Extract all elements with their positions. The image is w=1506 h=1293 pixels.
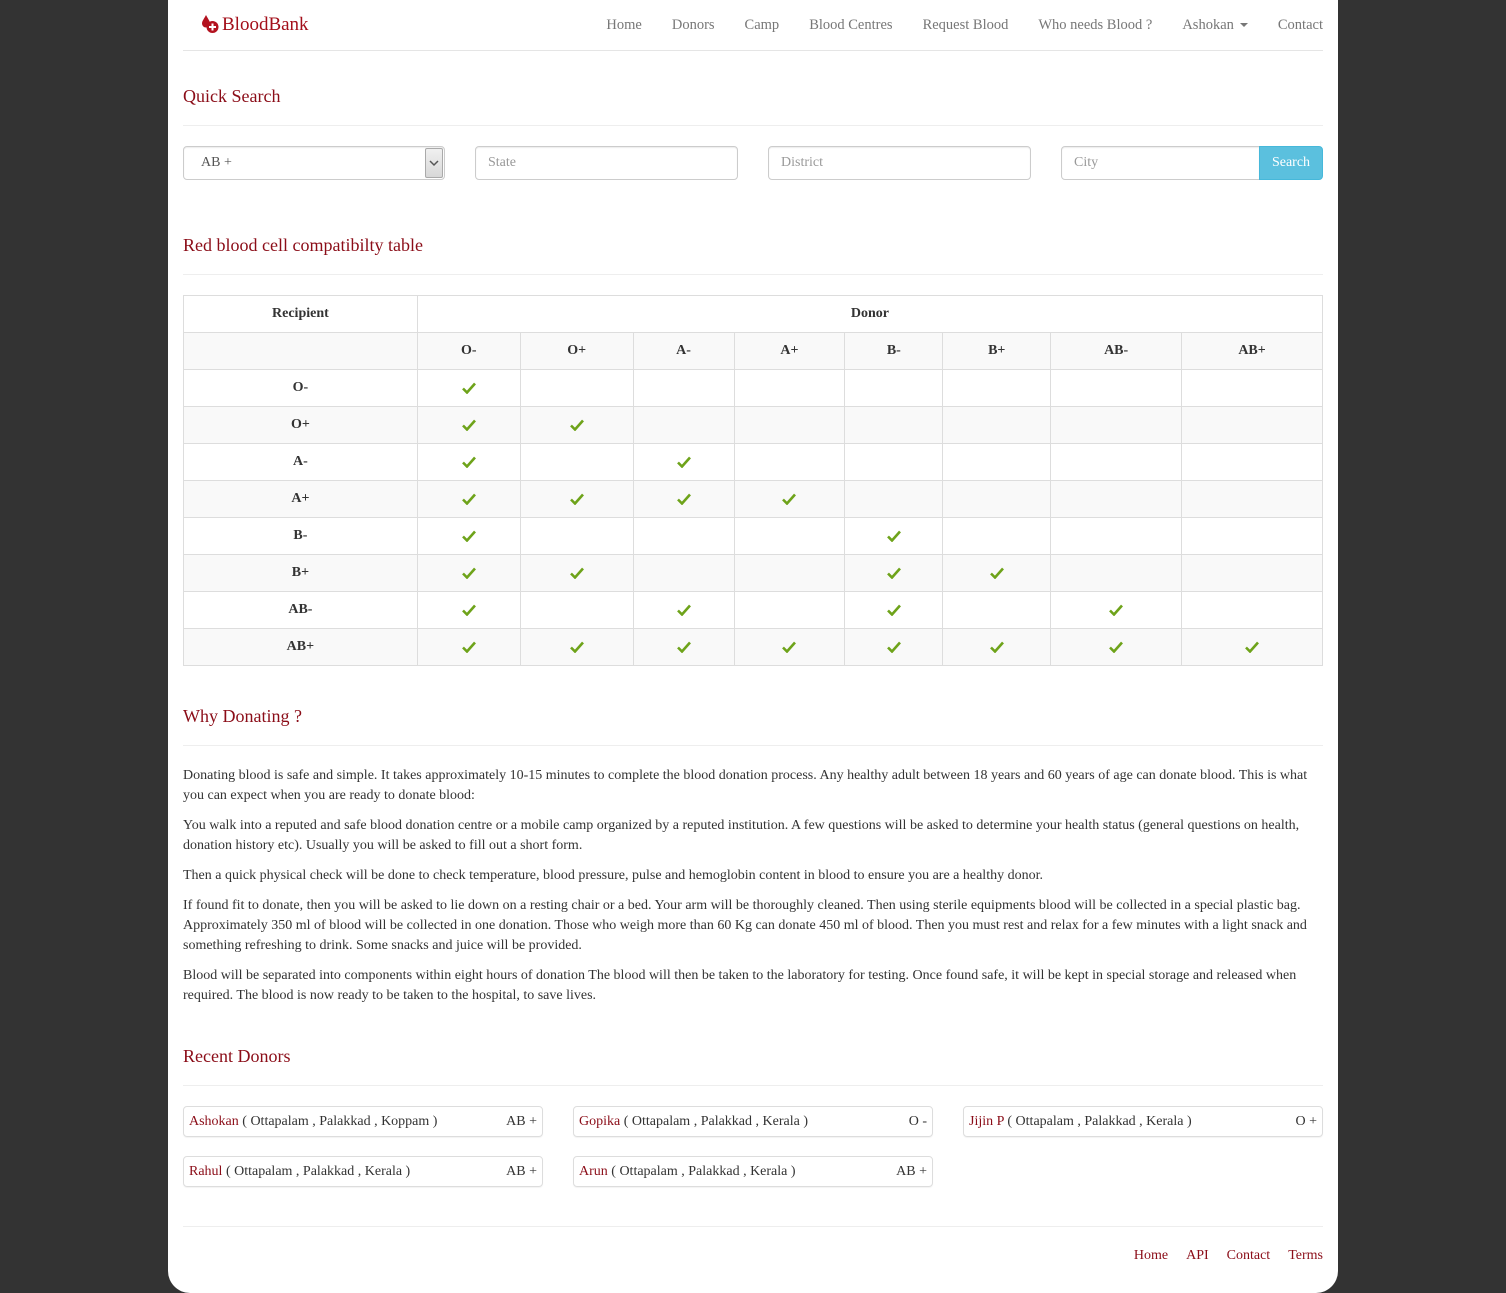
donor-blood-group: O +	[1295, 1114, 1317, 1129]
compat-cell	[845, 481, 943, 518]
compat-cell	[845, 407, 943, 444]
brand-name: BloodBank	[222, 14, 309, 35]
compat-cell	[845, 444, 943, 481]
compat-cell	[845, 629, 943, 666]
donor-group-header: A-	[633, 333, 734, 370]
table-row	[184, 592, 1323, 629]
compat-cell	[633, 592, 734, 629]
nav-home[interactable]: Home	[606, 17, 642, 33]
compat-cell	[520, 407, 633, 444]
check-icon	[887, 641, 901, 653]
compat-cell	[633, 444, 734, 481]
district-input[interactable]: District	[768, 146, 1031, 180]
donor-name[interactable]: Ashokan	[189, 1114, 239, 1129]
compat-heading: Red blood cell compatibilty table	[183, 235, 423, 255]
compat-cell	[845, 555, 943, 592]
compat-cell	[1051, 444, 1182, 481]
recipient-group-header: B+	[184, 555, 418, 592]
check-icon	[677, 456, 691, 468]
donor-card[interactable]	[573, 1156, 933, 1187]
table-row	[184, 444, 1323, 481]
donor-location: ( Ottapalam , Palakkad , Kerala )	[1003, 1114, 1192, 1129]
check-icon	[782, 641, 796, 653]
check-icon	[570, 567, 584, 579]
recent-donors-heading: Recent Donors	[183, 1046, 291, 1066]
compat-cell	[845, 370, 943, 407]
check-icon	[462, 641, 476, 653]
table-row	[184, 481, 1323, 518]
compat-cell	[943, 592, 1051, 629]
check-icon	[462, 604, 476, 616]
compat-cell	[1182, 592, 1323, 629]
compat-cell	[417, 370, 520, 407]
compat-cell	[417, 629, 520, 666]
donor-group-header: B-	[845, 333, 943, 370]
blood-group-select[interactable]	[183, 146, 445, 180]
compat-cell	[1182, 518, 1323, 555]
compat-cell	[520, 481, 633, 518]
check-icon	[782, 493, 796, 505]
search-button[interactable]: Search	[1259, 146, 1323, 180]
nav-camp[interactable]: Camp	[744, 17, 780, 33]
compat-cell	[633, 407, 734, 444]
compat-cell	[633, 518, 734, 555]
check-icon	[462, 382, 476, 394]
check-icon	[677, 493, 691, 505]
compat-cell	[943, 370, 1051, 407]
nav-request-blood[interactable]: Request Blood	[922, 17, 1009, 33]
why-paragraph: Then a quick physical check will be done to check temperature, blood pressure, pulse and hemoglobin content in blood to ensure you are a healthy donor.	[183, 868, 1043, 883]
compat-cell	[1051, 407, 1182, 444]
compat-cell	[417, 407, 520, 444]
compat-cell	[1182, 407, 1323, 444]
compat-cell	[845, 518, 943, 555]
compat-cell	[1051, 592, 1182, 629]
check-icon	[990, 567, 1004, 579]
donor-card[interactable]	[963, 1106, 1323, 1137]
city-input[interactable]: City	[1061, 146, 1260, 180]
check-icon	[887, 567, 901, 579]
compat-cell	[633, 481, 734, 518]
compat-cell	[1182, 555, 1323, 592]
state-input[interactable]: State	[475, 146, 738, 180]
compat-cell	[734, 370, 845, 407]
recipient-group-header: A+	[184, 481, 418, 518]
user-name: Ashokan	[1182, 17, 1234, 33]
donor-group-header: O+	[520, 333, 633, 370]
check-icon	[677, 604, 691, 616]
compat-cell	[520, 629, 633, 666]
page	[168, 0, 1338, 1293]
donor-location: ( Ottapalam , Palakkad , Kerala )	[620, 1114, 808, 1129]
donor-name[interactable]: Jijin P	[969, 1114, 1004, 1129]
chevron-down-icon[interactable]	[425, 148, 443, 178]
compat-cell	[734, 555, 845, 592]
check-icon	[887, 604, 901, 616]
compat-cell	[417, 481, 520, 518]
compat-cell	[1182, 370, 1323, 407]
table-row	[184, 370, 1323, 407]
compat-cell	[520, 592, 633, 629]
empty-header-cell	[184, 333, 418, 370]
donor-group-header: AB-	[1051, 333, 1182, 370]
compat-cell	[943, 481, 1051, 518]
check-icon	[1245, 641, 1259, 653]
donor-location: ( Ottapalam , Palakkad , Koppam )	[238, 1114, 438, 1129]
check-icon	[462, 456, 476, 468]
nav-contact[interactable]: Contact	[1277, 17, 1323, 33]
compat-cell	[1051, 518, 1182, 555]
compat-cell	[1051, 555, 1182, 592]
nav-donors[interactable]: Donors	[671, 17, 715, 33]
table-row	[184, 555, 1323, 592]
compat-cell	[943, 407, 1051, 444]
divider	[183, 1085, 1323, 1086]
check-icon	[570, 419, 584, 431]
why-text	[183, 766, 1323, 1016]
check-icon	[1109, 604, 1123, 616]
blood-group-value: AB +	[201, 155, 232, 170]
compat-cell	[943, 444, 1051, 481]
compat-cell	[520, 444, 633, 481]
compat-cell	[520, 555, 633, 592]
table-row	[184, 407, 1323, 444]
footer-divider	[183, 1226, 1323, 1227]
donor-group-header: B+	[943, 333, 1051, 370]
recipient-group-header: AB-	[184, 592, 418, 629]
compat-cell	[943, 629, 1051, 666]
footer-contact-link[interactable]: Contact	[1226, 1248, 1271, 1263]
divider	[183, 745, 1323, 746]
recipient-group-header: O-	[184, 370, 418, 407]
donor-blood-group: O -	[908, 1114, 927, 1129]
donor-location: ( Ottapalam , Palakkad , Kerala )	[607, 1164, 796, 1179]
check-icon	[462, 419, 476, 431]
quick-search-heading: Quick Search	[183, 86, 281, 106]
footer-links	[1116, 1248, 1323, 1264]
compat-cell	[734, 444, 845, 481]
compat-cell	[633, 370, 734, 407]
why-paragraph: If found fit to donate, then you will be asked to lie down on a resting chair or a bed. Your arm will be thoroughly cleaned. Then using sterile equipments blood will be collected in a special plastic bag. Approximately 350 ml of blood will be collected in one donation. Those who weigh more than 60 Kg can donate 450 ml of blood. Then you must rest and relax for a few minutes with a light snack and something refreshing to drink. Some snacks and juice will be provided.	[183, 898, 1307, 953]
main-content	[183, 0, 1323, 1293]
table-row	[184, 629, 1323, 666]
compat-cell	[417, 592, 520, 629]
compat-cell	[633, 629, 734, 666]
donor-groups-row	[184, 333, 1323, 370]
check-icon	[570, 641, 584, 653]
compat-cell	[520, 370, 633, 407]
donor-card[interactable]	[183, 1156, 543, 1187]
compat-cell	[734, 518, 845, 555]
footer-api-link[interactable]: API	[1186, 1248, 1209, 1263]
compatibility-table	[183, 295, 1323, 666]
donor-card[interactable]	[183, 1106, 543, 1137]
recipient-group-header: AB+	[184, 629, 418, 666]
donor-header: Donor	[417, 296, 1322, 333]
compat-cell	[1182, 481, 1323, 518]
compat-cell	[734, 481, 845, 518]
check-icon	[990, 641, 1004, 653]
recipient-group-header: A-	[184, 444, 418, 481]
donor-name[interactable]: Gopika	[579, 1114, 621, 1129]
why-paragraph: You walk into a reputed and safe blood donation centre or a mobile camp organized by a reputed institution. A few questions will be asked to determine your health status (general questions on health, donation history etc). Usually you will be asked to fill out a short form.	[183, 818, 1300, 853]
compat-cell	[1051, 481, 1182, 518]
check-icon	[677, 641, 691, 653]
check-icon	[462, 493, 476, 505]
compat-cell	[943, 518, 1051, 555]
compat-cell	[1182, 444, 1323, 481]
check-icon	[887, 530, 901, 542]
recipient-header: Recipient	[184, 296, 418, 333]
compat-cell	[1051, 370, 1182, 407]
donor-location: ( Ottapalam , Palakkad , Kerala )	[222, 1164, 411, 1179]
divider	[183, 274, 1323, 275]
footer-home-link[interactable]: Home	[1133, 1248, 1169, 1263]
nav-blood-centres[interactable]: Blood Centres	[809, 17, 893, 33]
compat-cell	[417, 555, 520, 592]
compat-cell	[1182, 629, 1323, 666]
donor-blood-group: AB +	[896, 1164, 927, 1179]
check-icon	[462, 530, 476, 542]
why-heading: Why Donating ?	[183, 706, 302, 726]
donor-blood-group: AB +	[506, 1114, 537, 1129]
donor-card[interactable]	[573, 1106, 933, 1137]
compat-cell	[845, 592, 943, 629]
donor-group-header: A+	[734, 333, 845, 370]
nav-who-needs-blood[interactable]: Who needs Blood ?	[1038, 17, 1153, 33]
donor-name[interactable]: Rahul	[189, 1164, 223, 1179]
donor-group-header: AB+	[1182, 333, 1323, 370]
donor-name[interactable]: Arun	[579, 1164, 608, 1179]
table-row	[184, 518, 1323, 555]
compat-cell	[633, 555, 734, 592]
why-paragraph: Blood will be separated into components within eight hours of donation The blood will then be taken to the laboratory for testing. Once found safe, it will be kept in special storage and released when required. The blood is now ready to be taken to the hospital, to save lives.	[183, 968, 1297, 1003]
compat-cell	[734, 592, 845, 629]
compat-cell	[943, 555, 1051, 592]
check-icon	[570, 493, 584, 505]
recipient-group-header: B-	[184, 518, 418, 555]
why-paragraph: Donating blood is safe and simple. It takes approximately 10-15 minutes to complete the blood donation process. Any healthy adult between 18 years and 60 years of age can donate blood. This is what you can expect when you are ready to donate blood:	[183, 768, 1308, 803]
divider	[183, 125, 1323, 126]
compat-cell	[417, 444, 520, 481]
compat-cell	[417, 518, 520, 555]
compat-cell	[520, 518, 633, 555]
compat-body	[184, 370, 1323, 666]
footer-terms-link[interactable]: Terms	[1288, 1248, 1323, 1263]
donor-blood-group: AB +	[506, 1164, 537, 1179]
donor-group-header: O-	[417, 333, 520, 370]
check-icon	[462, 567, 476, 579]
recipient-group-header: O+	[184, 407, 418, 444]
compat-cell	[734, 629, 845, 666]
search-form	[183, 146, 1323, 180]
compat-cell	[1051, 629, 1182, 666]
compat-cell	[734, 407, 845, 444]
check-icon	[1109, 641, 1123, 653]
